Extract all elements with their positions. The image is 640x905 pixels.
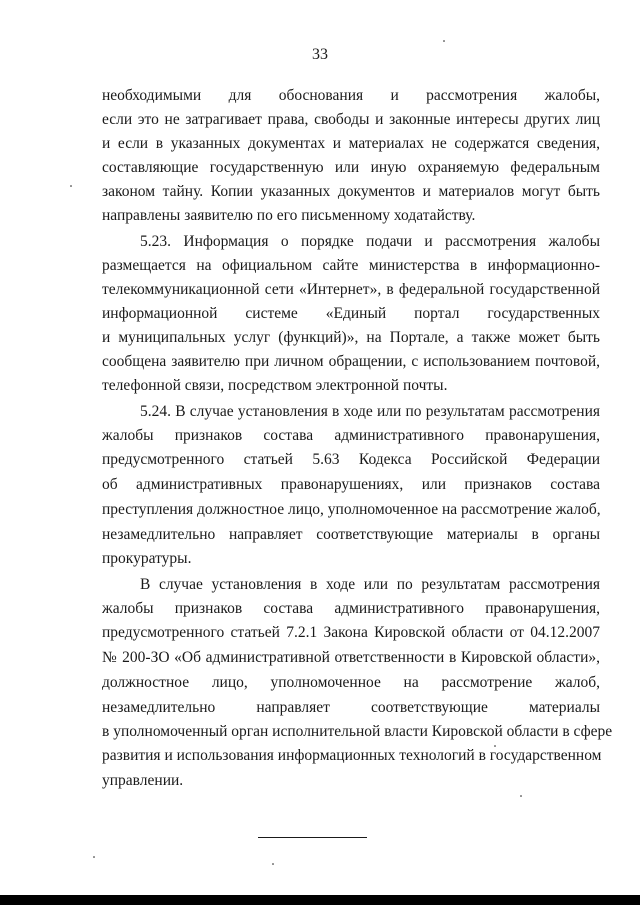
text-line: составляющие государственную или иную охраняемую федеральным (102, 159, 600, 176)
text-line: развития и использования информационных технологий в государственном (102, 747, 602, 764)
text-line: и муниципальных услуг (функций)», на Портале, а также может быть (102, 329, 600, 346)
text-line: незамедлительно направляет соответствующие материалы (102, 699, 600, 716)
scan-speck (443, 40, 445, 42)
text-line: и если в указанных документах и материалах не содержатся сведения, (102, 135, 600, 152)
end-separator (258, 837, 367, 838)
paragraph-5-23-start: 5.23. Информация о порядке подачи и рассмотрения жалобы (140, 233, 600, 250)
scan-speck (494, 745, 496, 747)
text-line: преступления должностное лицо, уполномоченное на рассмотрение жалоб, (102, 501, 601, 518)
text-line: жалобы признаков состава административного правонарушения, (102, 427, 600, 444)
text-line: незамедлительно направляет соответствующие материалы в органы (102, 526, 600, 543)
text-line: если это не затрагивает права, свободы и законные интересы других лиц (102, 111, 600, 128)
page-number: 33 (312, 46, 328, 63)
text-line: законом тайну. Копии указанных документов и материалов могут быть (102, 183, 600, 200)
text-line: предусмотренного статьей 5.63 Кодекса Российской Федерации (102, 451, 600, 468)
text-line: необходимыми для обоснования и рассмотрения жалобы, (102, 87, 600, 104)
text-line: управлении. (102, 772, 184, 789)
text-line: об административных правонарушениях, или признаков состава (102, 476, 600, 493)
text-line: прокуратуры. (102, 550, 192, 567)
text-line: направлены заявителю по его письменному ходатайству. (102, 207, 476, 224)
text-line: жалобы признаков состава административного правонарушения, (102, 600, 600, 617)
scan-speck (93, 856, 95, 858)
text-line: размещается на официальном сайте министерства в информационно- (102, 257, 600, 274)
text-line: сообщена заявителю при личном обращении, с использованием почтовой, (102, 353, 600, 370)
text-line: предусмотренного статьей 7.2.1 Закона Кировской области от 04.12.2007 (102, 624, 600, 641)
paragraph-5-24-start: 5.24. В случае установления в ходе или по результатам рассмотрения (140, 403, 600, 420)
scan-speck (520, 795, 522, 797)
text-line: № 200-ЗО «Об административной ответственности в Кировской области», (102, 649, 600, 666)
scan-speck (70, 185, 72, 187)
scan-bottom-edge (0, 895, 640, 905)
paragraph-case-start: В случае установления в ходе или по результатам рассмотрения (140, 576, 600, 593)
text-line: в уполномоченный орган исполнительной власти Кировской области в сфере (102, 723, 613, 740)
text-line: телефонной связи, посредством электронной почты. (102, 377, 448, 394)
text-line: телекоммуникационной сети «Интернет», в федеральной государственной (102, 281, 600, 298)
text-line: должностное лицо, уполномоченное на рассмотрение жалоб, (102, 674, 600, 691)
text-line: информационной системе «Единый портал государственных (102, 305, 600, 322)
scan-speck (272, 863, 274, 865)
